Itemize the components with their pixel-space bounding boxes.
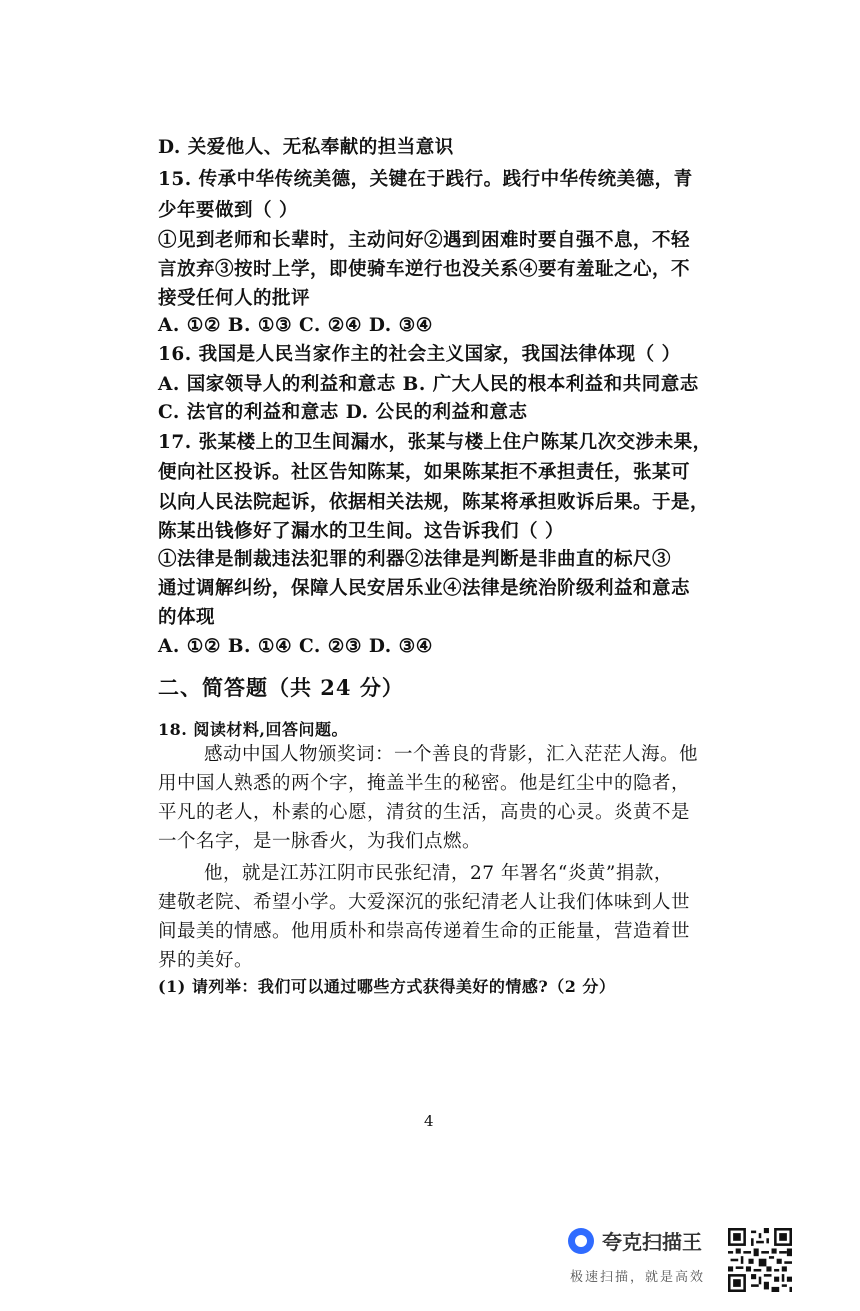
question-15-statements: ①见到老师和长辈时，主动问好②遇到困难时要自强不息，不轻 bbox=[158, 230, 691, 251]
material-line: 一个名字，是一脉香火，为我们点燃。 bbox=[158, 831, 482, 852]
question-15-statements-3: 接受任何人的批评 bbox=[158, 288, 311, 309]
scanner-watermark bbox=[568, 1222, 728, 1292]
question-18-title: 18. 阅读材料,回答问题。 bbox=[158, 720, 348, 739]
question-16-stem: 16. 我国是人民当家作主的社会主义国家，我国法律体现（ ） bbox=[158, 344, 681, 365]
material-line: 建敬老院、希望小学。大爱深沉的张纪清老人让我们体味到人世 bbox=[158, 892, 691, 913]
material-line: 他，就是江苏江阴市民张纪清，27 年署名“炎黄”捐款， bbox=[204, 863, 673, 884]
question-16-options-cd: C. 法官的利益和意志 D. 公民的利益和意志 bbox=[158, 402, 528, 423]
section-heading: 二、简答题（共 24 分） bbox=[158, 675, 404, 700]
question-17-statements-3: 的体现 bbox=[158, 607, 216, 628]
qr-code-icon bbox=[728, 1228, 792, 1292]
question-15-options: A. ①② B. ①③ C. ②④ D. ③④ bbox=[158, 315, 433, 336]
page-number: 4 bbox=[424, 1112, 434, 1130]
question-17-options: A. ①② B. ①④ C. ②③ D. ③④ bbox=[158, 636, 433, 657]
question-17-stem-4: 陈某出钱修好了漏水的卫生间。这告诉我们（ ） bbox=[158, 521, 564, 542]
watermark-slogan: 极速扫描，就是高效 bbox=[570, 1270, 706, 1285]
question-17-stem-2: 便向社区投诉。社区告知陈某，如果陈某拒不承担责任，张某可 bbox=[158, 462, 691, 483]
question-15-stem-cont: 少年要做到（ ） bbox=[158, 200, 298, 221]
material-line: 感动中国人物颁奖词：一个善良的背影，汇入茫茫人海。他 bbox=[204, 744, 699, 765]
question-17-stem: 17. 张某楼上的卫生间漏水，张某与楼上住户陈某几次交涉未果， bbox=[158, 432, 712, 453]
material-line: 界的美好。 bbox=[158, 950, 254, 971]
question-16-options-ab: A. 国家领导人的利益和意志 B. 广大人民的根本利益和共同意志 bbox=[158, 374, 699, 395]
option-d-q14: D. 关爱他人、无私奉献的担当意识 bbox=[158, 137, 454, 158]
question-15-statements-2: 言放弃③按时上学，即使骑车逆行也没关系④要有羞耻之心，不 bbox=[158, 259, 691, 280]
question-18-subquestion-1: (1) 请列举：我们可以通过哪些方式获得美好的情感?（2 分） bbox=[158, 977, 616, 996]
question-17-statements: ①法律是制裁违法犯罪的利器②法律是判断是非曲直的标尺③ bbox=[158, 549, 672, 570]
question-17-statements-2: 通过调解纠纷，保障人民安居乐业④法律是统治阶级利益和意志 bbox=[158, 578, 691, 599]
quark-logo-icon bbox=[568, 1228, 594, 1254]
material-line: 间最美的情感。他用质朴和崇高传递着生命的正能量，营造着世 bbox=[158, 921, 691, 942]
question-17-stem-3: 以向人民法院起诉，依据相关法规，陈某将承担败诉后果。于是， bbox=[158, 492, 710, 513]
material-line: 用中国人熟悉的两个字，掩盖半生的秘密。他是红尘中的隐者， bbox=[158, 773, 691, 794]
material-line: 平凡的老人，朴素的心愿，清贫的生活，高贵的心灵。炎黄不是 bbox=[158, 802, 691, 823]
watermark-app-name: 夸克扫描王 bbox=[602, 1230, 702, 1254]
question-15-stem: 15. 传承中华传统美德，关键在于践行。践行中华传统美德，青 bbox=[158, 169, 693, 190]
